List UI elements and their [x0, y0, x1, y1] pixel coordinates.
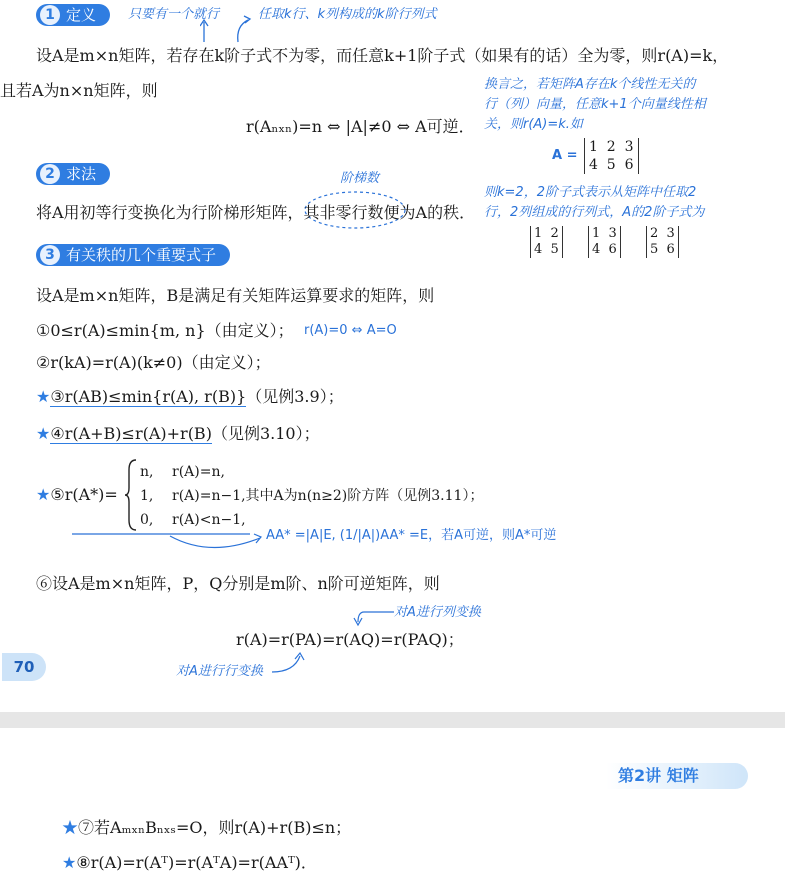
det-row: 1 2	[534, 226, 559, 241]
matrix-row: 1 2 3	[589, 139, 634, 155]
case-condition: r(A)=n,	[172, 464, 225, 480]
section-2-badge	[36, 163, 110, 185]
cases-values	[140, 460, 153, 532]
star-icon: ★	[36, 424, 51, 443]
handwritten-note: 阶梯数	[340, 171, 380, 186]
formula-6-equation: r(A)=r(PA)=r(AQ)=r(PAQ)；	[236, 630, 464, 649]
det-row: 4 5	[534, 242, 559, 257]
star-icon: ★	[36, 387, 51, 406]
det-row: 1 3	[592, 226, 617, 241]
section-number: 3	[40, 245, 60, 265]
determinant	[530, 226, 563, 258]
formula-7-body: ⑦若AₘₓₙBₙₓₛ=O，则r(A)+r(B)≤n；	[78, 818, 352, 837]
page-separator	[0, 712, 785, 728]
formula-2: ②r(kA)=r(A)(k≠0)（由定义）；	[36, 353, 271, 372]
formula-3-body: ③r(AB)≤min{r(A), r(B)}	[50, 387, 247, 406]
annotation-arrow	[350, 606, 396, 630]
star-icon: ★	[62, 818, 79, 837]
matrix-row: 4 5 6	[589, 157, 634, 173]
case-condition: r(A)=n−1,其中A为n(n≥2)阶方阵（见例3.11）；	[172, 488, 484, 504]
section-3-badge	[36, 244, 230, 266]
definition-line-2: 且若A为n×n矩阵，则	[0, 81, 158, 100]
formula-8-body: ⑧r(A)=r(Aᵀ)=r(AᵀA)=r(AAᵀ)．	[76, 853, 317, 872]
example-matrix	[584, 138, 639, 174]
det-row: 5 6	[650, 242, 675, 257]
annotation-arrows	[200, 8, 270, 48]
star-icon: ★	[36, 485, 51, 504]
side-note-line: 行（列）向量，任意k+1个向量线性相	[484, 97, 706, 112]
page-number: 70	[2, 653, 46, 681]
case-value: 1,	[140, 488, 154, 504]
chapter-header: 第2讲 矩阵	[606, 763, 748, 789]
definition-formula: r(Aₙₓₙ)=n ⇔ |A|≠0 ⇔ A可逆．	[246, 117, 475, 136]
side-note-line: 行，2列组成的行列式，A的2阶子式为	[484, 205, 705, 220]
section-title: 求法	[66, 165, 97, 183]
case-value: 0,	[140, 512, 154, 528]
section-number: 2	[40, 164, 60, 184]
cases-conditions	[172, 460, 483, 532]
section-title: 有关秩的几个重要式子	[66, 246, 217, 264]
section-1-badge	[36, 4, 110, 26]
annotation-arrow	[70, 528, 270, 558]
section-title: 定义	[66, 6, 97, 24]
formula-1: ①0≤r(A)≤min{m, n}（由定义）；	[36, 321, 294, 340]
star-icon: ★	[62, 853, 77, 872]
determinant	[646, 226, 679, 258]
formula-6: ⑥设A是m×n矩阵，P，Q分别是m阶、n阶可逆矩阵，则	[36, 574, 440, 593]
side-note-line: 则k=2，2阶子式表示从矩阵中任取2	[484, 185, 697, 200]
det-row: 4 6	[592, 242, 617, 257]
section-number: 1	[40, 5, 60, 25]
handwritten-note: 任取k行、k列构成的k阶行列式	[258, 7, 437, 22]
formula-8	[62, 853, 317, 873]
formula-3-ref: （见例3.9）；	[246, 387, 344, 406]
formula-4-body: ④r(A+B)≤r(A)+r(B)	[50, 424, 212, 443]
side-note-line: 关，则r(A)=k.如	[484, 117, 583, 132]
intro-line: 设A是m×n矩阵，B是满足有关矩阵运算要求的矩阵，则	[36, 286, 435, 305]
row-transform-note: 对A进行行变换	[176, 664, 263, 679]
formula-4	[36, 424, 320, 444]
formula-3	[36, 387, 344, 407]
definition-line-1: 设A是m×n矩阵，若存在k阶子式不为零，而任意k+1阶子式（如果有的话）全为零，则r(A)=k，	[36, 46, 729, 65]
formula-4-ref: （见例3.10）；	[211, 424, 320, 443]
formula-5-note: AA* =|A|E, (1/|A|)AA* =E，若A可逆，则A*可逆	[266, 528, 557, 543]
formula-5-lhs	[36, 485, 118, 505]
formula-1-note: r(A)=0 ⇔ A=O	[304, 323, 397, 338]
handwritten-note: 只要有一个就行	[128, 7, 220, 22]
side-note-line: 换言之，若矩阵A存在k个线性无关的	[484, 77, 696, 92]
matrix-label: A =	[552, 148, 578, 163]
left-brace	[124, 458, 138, 532]
annotation-arrow	[270, 650, 320, 678]
formula-5-lhs-text: ⑤r(A*)=	[50, 485, 118, 504]
case-value: n,	[140, 464, 154, 480]
case-condition: r(A)<n−1,	[172, 512, 246, 528]
determinant	[588, 226, 621, 258]
method-line: 将A用初等行变换化为行阶梯形矩阵，其非零行数便为A的秩．	[36, 203, 476, 222]
formula-7	[62, 818, 351, 838]
column-transform-note: 对A进行列变换	[394, 605, 481, 620]
det-row: 2 3	[650, 226, 675, 241]
